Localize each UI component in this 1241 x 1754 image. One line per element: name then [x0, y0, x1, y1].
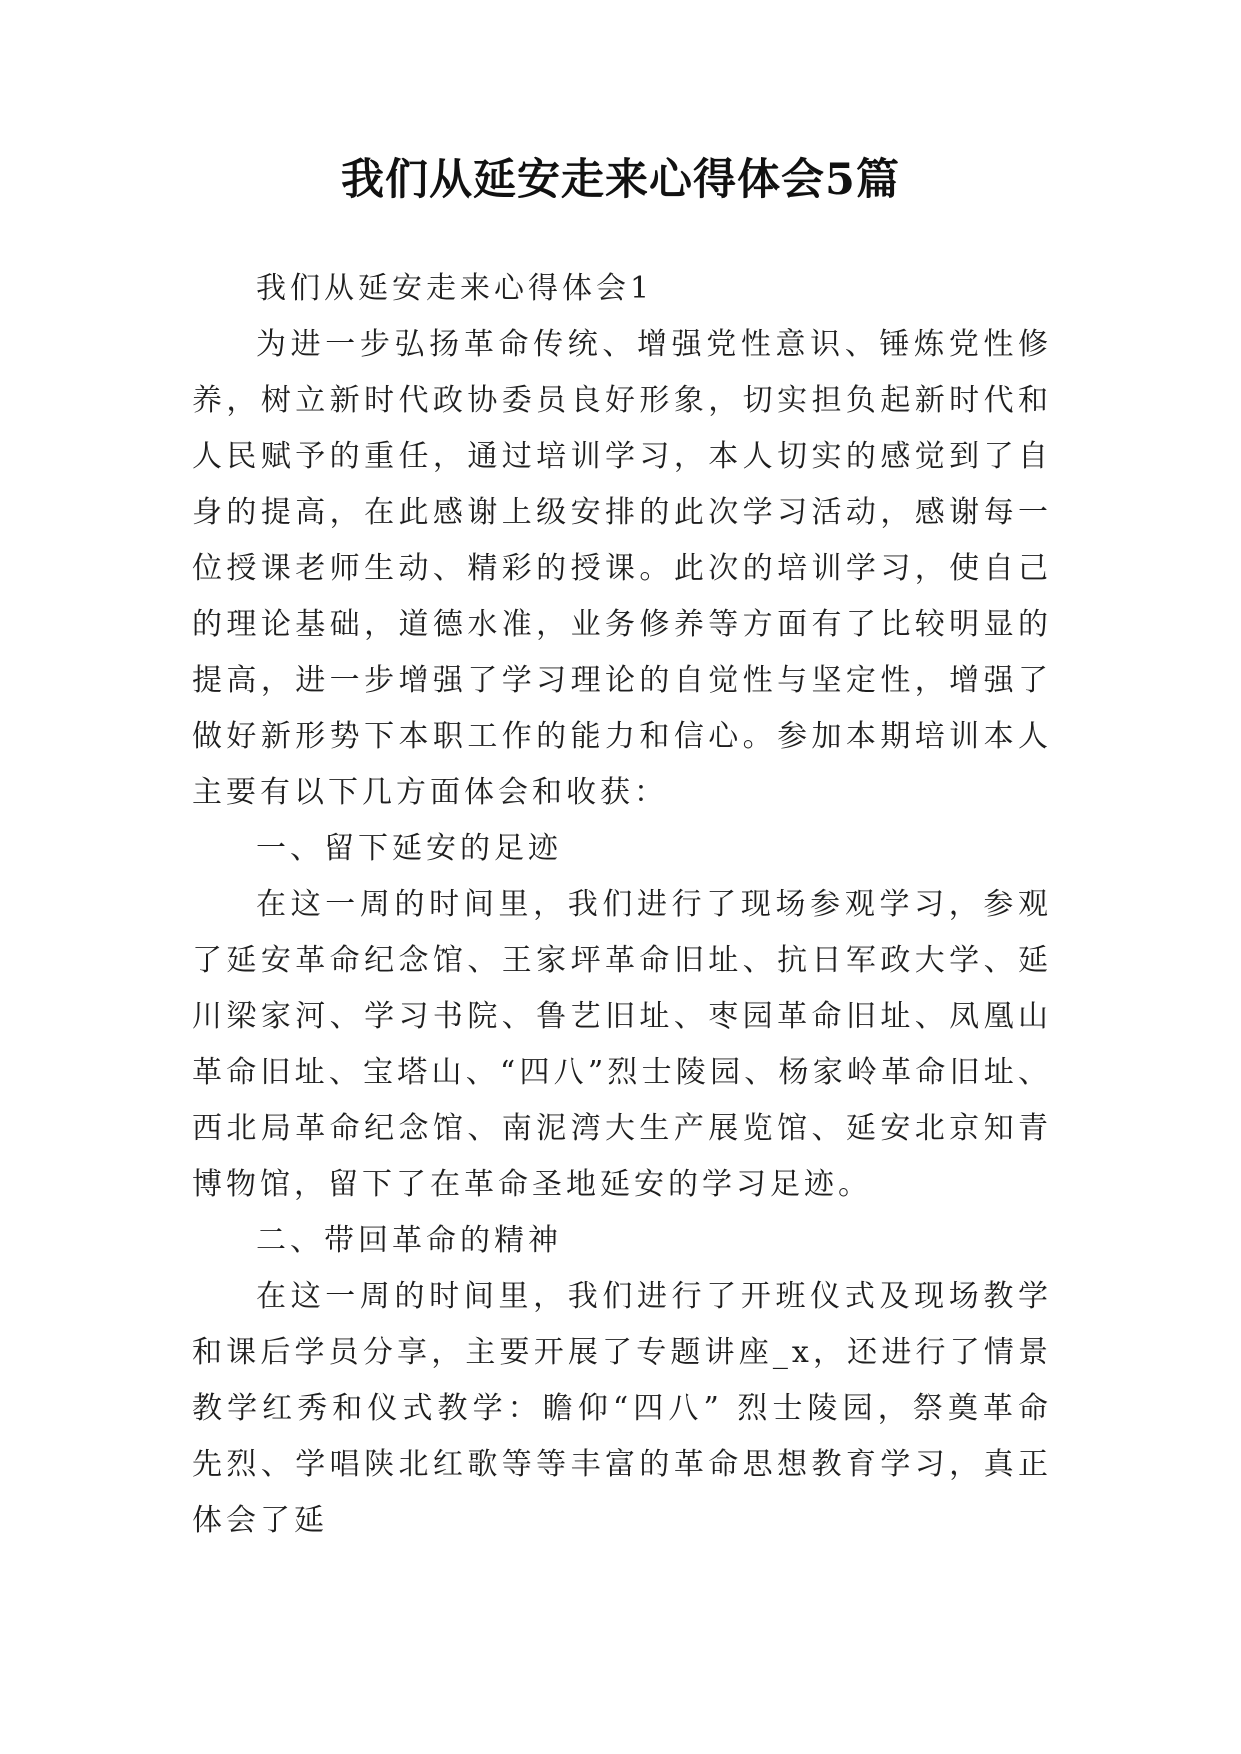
- document-body: [192, 261, 1052, 1549]
- spirit-paragraph: 在这一周的时间里，我们进行了开班仪式及现场教学和课后学员分享，主要开展了专题讲座_x，还进行了情景教学红秀和仪式教学：瞻仰“四八” 烈士陵园，祭奠革命先烈、学唱陕北红歌等等丰富的革命思想教育学习，真正体会了延: [192, 1279, 1052, 1538]
- intro-paragraph: 为进一步弘扬革命传统、增强党性意识、锤炼党性修养，树立新时代政协委员良好形象，切实担负起新时代和人民赋予的重任，通过培训学习，本人切实的感觉到了自身的提高，在此感谢上级安排的此次学习活动，感谢每一位授课老师生动、精彩的授课。此次的培训学习，使自己的理论基础，道德水准，业务修养等方面有了比较明显的提高，进一步增强了学习理论的自觉性与坚定性，增强了做好新形势下本职工作的能力和信心。参加本期培训本人主要有以下几方面体会和收获：: [192, 327, 1052, 810]
- subheading-footprints: 一、留下延安的足迹: [256, 831, 562, 866]
- subheading-spirit: 二、带回革命的精神: [256, 1223, 562, 1258]
- section-heading-1: 我们从延安走来心得体会1: [256, 271, 654, 306]
- document-title: 我们从延安走来心得体会5篇: [341, 155, 900, 205]
- footprints-paragraph: 在这一周的时间里，我们进行了现场参观学习，参观了延安革命纪念馆、王家坪革命旧址、抗日军政大学、延川梁家河、学习书院、鲁艺旧址、枣园革命旧址、凤凰山革命旧址、宝塔山、“四八”烈士陵园、杨家岭革命旧址、西北局革命纪念馆、南泥湾大生产展览馆、延安北京知青博物馆，留下了在革命圣地延安的学习足迹。: [192, 887, 1052, 1202]
